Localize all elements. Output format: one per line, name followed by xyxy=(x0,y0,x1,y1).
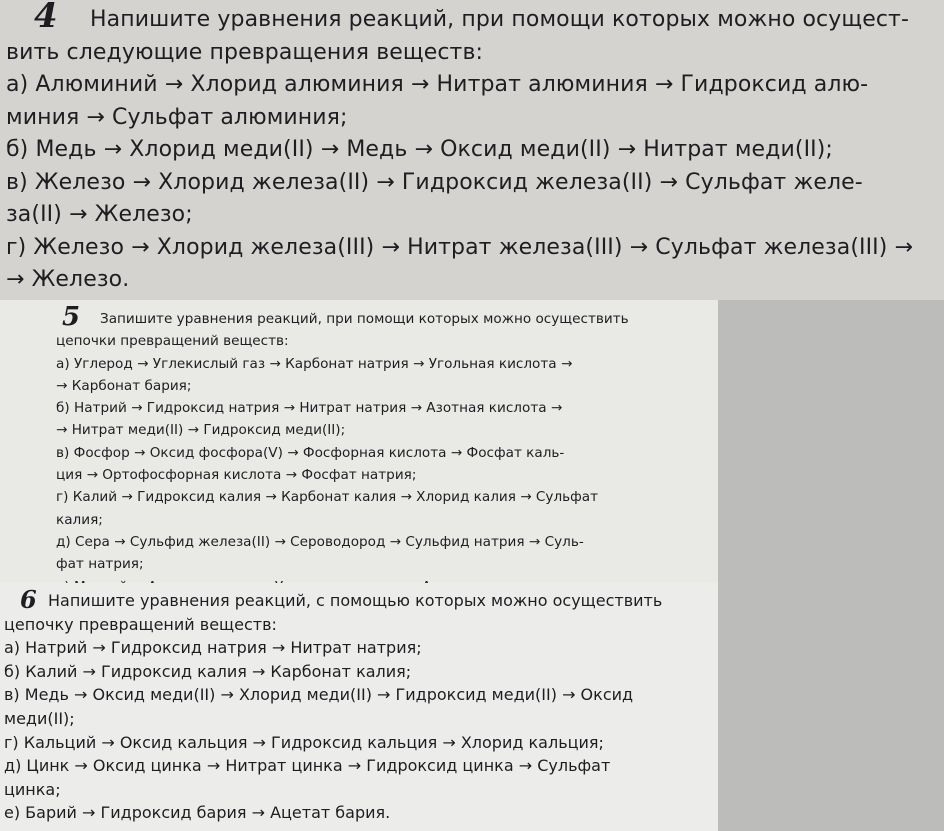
task-5-line: калия; xyxy=(56,511,103,528)
task-5-line: фат натрия; xyxy=(56,556,144,573)
task-5-line: цепочки превращений веществ: xyxy=(56,333,289,350)
task-6-line: г) Кальций → Оксид кальция → Гидроксид кальция → Хлорид кальция; xyxy=(4,732,604,752)
background-margin xyxy=(718,300,944,583)
task-6-line: е) Барий → Гидроксид бария → Ацетат бария. xyxy=(4,803,391,823)
task-4-line: миния → Сульфат алюминия; xyxy=(6,104,348,130)
task-4-line: а) Алюминий → Хлорид алюминия → Нитрат алюминия → Гидроксид алю- xyxy=(6,72,869,97)
task-4-number: 4 xyxy=(34,0,58,36)
task-5-line: в) Фосфор → Оксид фосфора(V) → Фосфорная кислота → Фосфат каль- xyxy=(56,444,565,461)
task-4-block xyxy=(0,0,944,300)
task-4-line: б) Медь → Хлорид меди(II) → Медь → Оксид меди(II) → Нитрат меди(II); xyxy=(6,137,833,162)
task-5-line: г) Калий → Гидроксид калия → Карбонат калия → Хлорид калия → Сульфат xyxy=(56,489,599,506)
task-5-line: д) Сера → Сульфид железа(II) → Сероводород → Сульфид натрия → Суль- xyxy=(56,533,584,550)
task-6-line: д) Цинк → Оксид цинка → Нитрат цинка → Гидроксид цинка → Сульфат xyxy=(4,756,611,776)
task-6-line: меди(II); xyxy=(4,708,75,728)
task-4-line: Напишите уравнения реакций, при помощи которых можно осущест- xyxy=(90,7,909,32)
task-5-block xyxy=(0,300,718,583)
task-5-line: Запишите уравнения реакций, при помощи которых можно осуществить xyxy=(100,311,629,327)
task-6-line: цепочку превращений веществ: xyxy=(4,614,277,634)
task-4-line: → Железо. xyxy=(6,267,130,292)
task-5-line: → Карбонат бария; xyxy=(56,377,192,394)
task-4-line: в) Железо → Хлорид железа(II) → Гидроксид железа(II) → Сульфат желе- xyxy=(6,169,863,195)
task-6-number: 6 xyxy=(20,585,37,614)
task-6-block xyxy=(0,583,718,831)
task-4-line: за(II) → Железо; xyxy=(6,202,193,227)
task-6-line: цинка; xyxy=(4,779,61,799)
background-margin xyxy=(718,583,944,831)
task-5-number: 5 xyxy=(62,302,81,332)
task-6-line: в) Медь → Оксид меди(II) → Хлорид меди(II) → Гидроксид меди(II) → Оксид xyxy=(4,685,634,705)
task-4-line: г) Железо → Хлорид железа(III) → Нитрат железа(III) → Сульфат железа(III) → xyxy=(6,234,914,260)
task-4-line: вить следующие превращения веществ: xyxy=(6,39,484,65)
task-6-line: а) Натрий → Гидроксид натрия → Нитрат натрия; xyxy=(4,638,422,658)
task-5-line: ция → Ортофосфорная кислота → Фосфат натрия; xyxy=(56,467,417,484)
task-5-line: а) Углерод → Углекислый газ → Карбонат натрия → Угольная кислота → xyxy=(56,355,573,372)
task-6-line: Напишите уравнения реакций, с помощью которых можно осуществить xyxy=(48,591,663,610)
task-5-line: б) Натрий → Гидроксид натрия → Нитрат натрия → Азотная кислота → xyxy=(56,400,563,417)
task-5-line: → Нитрат меди(II) → Гидроксид меди(II); xyxy=(56,422,346,439)
task-6-line: б) Калий → Гидроксид калия → Карбонат калия; xyxy=(4,661,412,681)
